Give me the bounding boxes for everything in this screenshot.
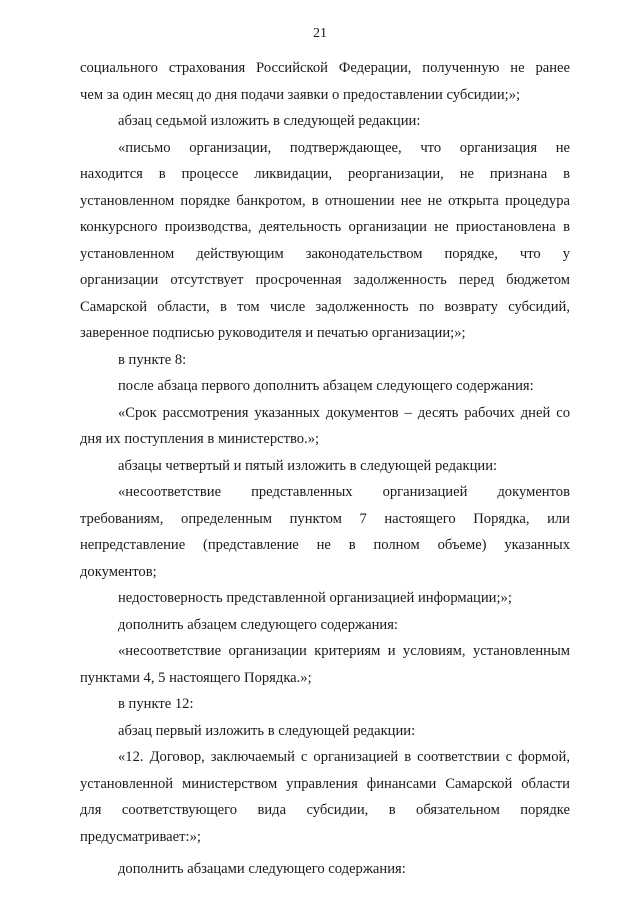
text-line: абзац седьмой изложить в следующей редакции:: [118, 113, 421, 129]
page-number: 21: [313, 26, 327, 41]
text-line: недостоверность представленной организацией информации;»;: [118, 590, 512, 606]
text-line: Самарской области, в том числе задолженность по возврату субсидий,: [80, 298, 570, 315]
text-line: предусматривает:»;: [80, 828, 201, 845]
text-line: заверенное подписью руководителя и печатью организации;»;: [80, 325, 466, 341]
text-line: после абзаца первого дополнить абзацем следующего содержания:: [118, 378, 534, 394]
text-line: пунктами 4, 5 настоящего Порядка.»;: [80, 669, 312, 686]
text-line: непредставление (представление не в полном объеме) указанных: [80, 537, 570, 553]
text-line: конкурсного производства, деятельность организации не приостановлена в: [80, 219, 570, 235]
text-line: находится в процессе ликвидации, реорганизации, не признана в: [80, 166, 570, 182]
text-line: документов;: [80, 563, 157, 580]
text-line: требованиям, определенным пунктом 7 настоящего Порядка, или: [80, 510, 570, 527]
text-line: установленном действующим законодательством порядке, что у: [80, 245, 570, 262]
text-line: «письмо организации, подтверждающее, что организация не: [118, 139, 570, 156]
text-line: дополнить абзацем следующего содержания:: [118, 616, 398, 633]
text-line: «несоответствие организации критериям и условиям, установленным: [118, 643, 570, 659]
text-line: «Срок рассмотрения указанных документов – десять рабочих дней со: [118, 404, 570, 421]
text-line: дополнить абзацами следующего содержания:: [118, 861, 406, 877]
text-line: дня их поступления в министерство.»;: [80, 431, 320, 447]
text-line: установленной министерством управления финансами Самарской области: [80, 775, 570, 792]
text-line: в пункте 8:: [118, 351, 187, 368]
text-line: «12. Договор, заключаемый с организацией в соответствии с формой,: [118, 749, 570, 765]
text-line: абзацы четвертый и пятый изложить в следующей редакции:: [118, 457, 498, 474]
text-line: абзац первый изложить в следующей редакции:: [118, 722, 416, 739]
text-line: установленном порядке банкротом, в отношении нее не открыта процедура: [80, 192, 570, 209]
text-line: в пункте 12:: [118, 696, 194, 712]
text-line: социального страхования Российской Федерации, полученную не ранее: [80, 60, 570, 76]
text-line: чем за один месяц до дня подачи заявки о предоставлении субсидии;»;: [80, 86, 521, 103]
text-line: для соответствующего вида субсидии, в обязательном порядке: [80, 802, 570, 818]
text-line: организации отсутствует просроченная задолженность перед бюджетом: [80, 272, 570, 288]
document-body: [80, 55, 570, 883]
text-line: «несоответствие представленных организацией документов: [118, 484, 570, 500]
